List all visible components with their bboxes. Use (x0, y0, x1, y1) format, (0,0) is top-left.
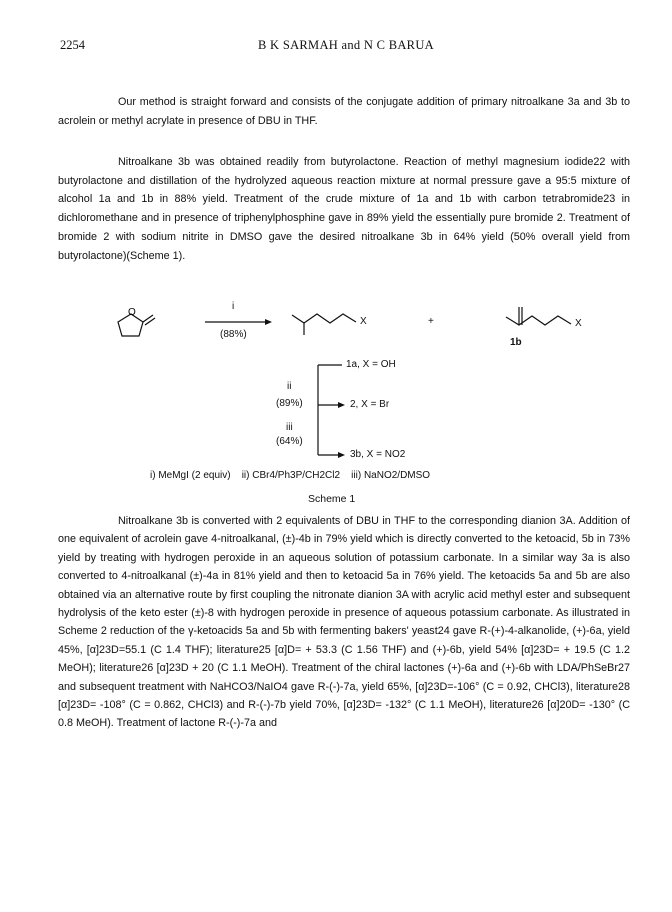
step-ii-yield: (89%) (276, 398, 303, 409)
running-title: B K SARMAH and N C BARUA (258, 38, 434, 52)
compound-2-label: 2, X = Br (350, 399, 390, 410)
step-i-label: i (232, 301, 235, 312)
page-number: 2254 (60, 38, 85, 52)
butyrolactone-structure (118, 314, 155, 336)
scheme-reagents: i) MeMgI (2 equiv) ii) CBr4/Ph3P/CH2Cl2 iii) NaNO2/DMSO (150, 470, 431, 481)
scheme-1 (0, 285, 672, 510)
scheme-caption: Scheme 1 (308, 493, 356, 505)
plus-sign: + (428, 316, 434, 327)
alkene-1b-structure (506, 316, 571, 325)
paragraph-2: Nitroalkane 3b was obtained readily from butyrolactone. Reaction of methyl magnesium iodide22 with butyrolactone and distillation of the hydrolyzed aqueous reaction mixture at normal pressure gave a 95:5 mixture of alcohol 1a and 1b in 88% yield. Treatment of the crude mixture of 1a and 1b with carbon tetrabromide23 in dichloromethane and in presence of triphenylphosphine gave in 89% yield the essentially pure bromide 2. Treatment of bromide 2 with sodium nitrite in DMSO gave the desired nitroalkane 3b in 64% yield (50% overall yield from butyrolactone)(Scheme 1). (58, 156, 630, 262)
step-i-yield: (88%) (220, 329, 247, 340)
compound-1b-label: 1b (510, 337, 522, 348)
step-iii-label: iii (286, 422, 293, 433)
x-1b: X (575, 318, 582, 329)
x-1a: X (360, 316, 367, 327)
compound-1a-label: 1a, X = OH (346, 359, 396, 370)
lactone-oxygen: O (128, 307, 136, 318)
step-ii-label: ii (287, 381, 292, 392)
paragraph-1: Our method is straight forward and consists of the conjugate addition of primary nitroalkane 3a and 3b to acrolein or methyl acrylate in presence of DBU in THF. (58, 96, 630, 127)
paragraph-3: Nitroalkane 3b is converted with 2 equivalents of DBU in THF to the corresponding dianion 3A. Addition of one equivalent of acrolein gave 4-nitroalkanal, (±)-4b in 79% yield which is directly converted to the ketoacid, 5b in 73% yield by treating with hydrogen peroxide in an aqueous solution of potassium carbonate. In a similar way 3a is also converted to 4-nitroalkanal (±)-4a in 81% yield and then to ketoacid 5a in 76% yield. The ketoacids 5a and 5b are also obtained via an alternative route by first coupling the nitronate dianion 3A with acrylic acid methyl ester and subsequent hydrolysis of the keto ester (±)-8 with hydrogen peroxide in presence of aqueous potassium carbonate. As illustrated in Scheme 2 reduction of the γ-ketoacids 5a and 5b with fermenting bakers' yeast24 gave R-(+)-4-alkanolide, (+)-6a, yield 45%, [α]23D=55.1 (C 1.4 THF); literature25 [α]D= + 53.3 (C 1.56 THF) and (+)-6b, yield 54% [α]23D= + 19.5 (C 1.2 MeOH); literature26 [α]23D + 20 (C 1.1 MeOH). Treatment of the chiral lactones (+)-6a and (+)-6b with LDA/PhSeBr27 and subsequent treatment with NaHCO3/NaIO4 gave R-(-)-7a, yield 65%, [α]23D=-106° (C = 0.92, CHCl3), literature28 [α]23D= -108° (C = 0.862, CHCl3) and R-(-)-7b yield 70%, [α]23D= -132° (C 1.1 MeOH), literature26 [α]20D= -130° (C 0.8 MeOH). Treatment of lactone R-(-)-7a and (58, 515, 630, 730)
alkene-1a-structure (292, 314, 356, 323)
branching-arrows (318, 365, 342, 455)
compound-3b-label: 3b, X = NO2 (350, 449, 406, 460)
step-iii-yield: (64%) (276, 436, 303, 447)
